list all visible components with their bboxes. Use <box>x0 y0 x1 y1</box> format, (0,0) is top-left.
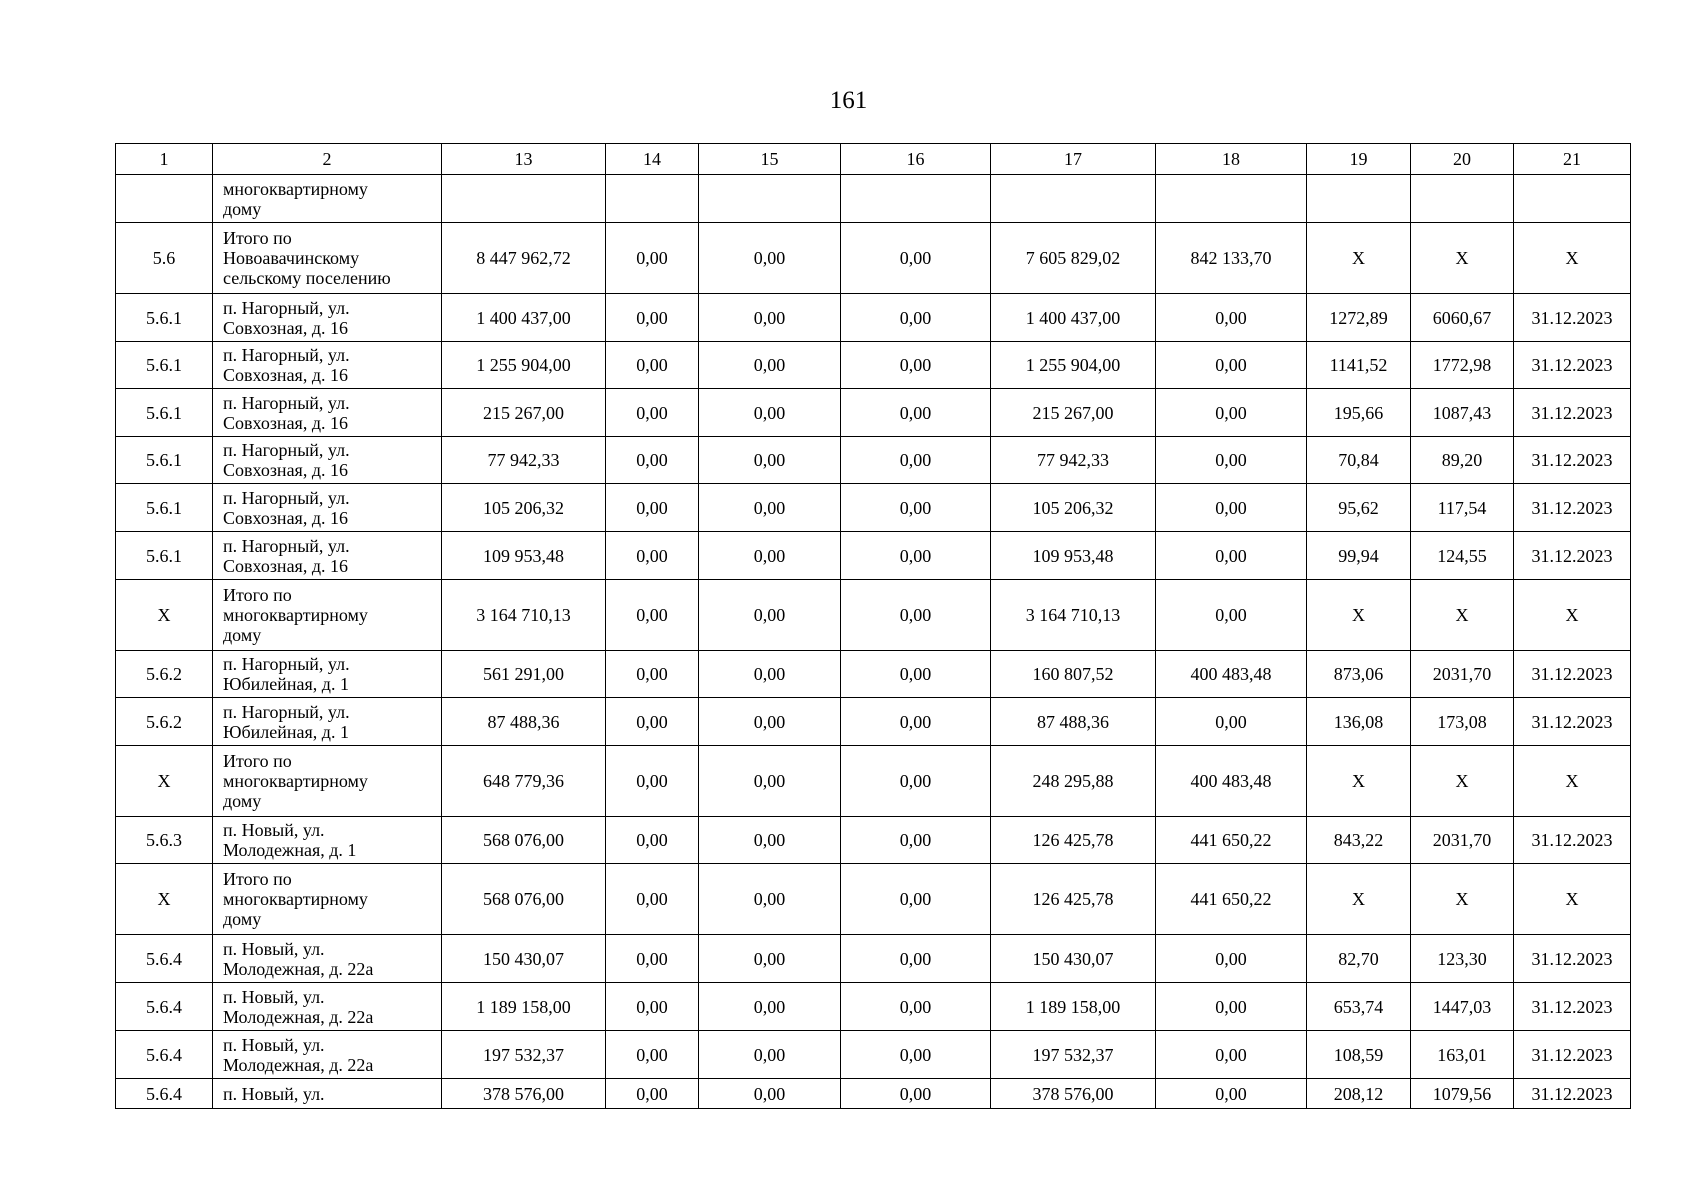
table-cell: 31.12.2023 <box>1514 698 1631 746</box>
table-cell: 0,00 <box>699 389 841 437</box>
table-cell: 842 133,70 <box>1156 223 1307 294</box>
table-row <box>116 651 1631 698</box>
column-header: 18 <box>1156 144 1307 175</box>
table-cell: 0,00 <box>1156 484 1307 532</box>
table-cell: X <box>1411 223 1514 294</box>
table-cell: 208,12 <box>1307 1079 1411 1109</box>
table-cell: 378 576,00 <box>991 1079 1156 1109</box>
table-cell: 0,00 <box>699 223 841 294</box>
table-row <box>116 175 1631 223</box>
table-cell: 0,00 <box>1156 532 1307 580</box>
table-cell: 0,00 <box>606 294 699 342</box>
table-cell: X <box>1514 746 1631 817</box>
table-cell: 0,00 <box>699 1079 841 1109</box>
object-name-cell: Итого по многоквартирному дому <box>213 580 442 651</box>
table-cell: 87 488,36 <box>991 698 1156 746</box>
table-cell: 0,00 <box>606 437 699 484</box>
header-row <box>116 144 1631 175</box>
table-cell: 0,00 <box>841 342 991 389</box>
table-cell: 0,00 <box>1156 1031 1307 1079</box>
table-cell: X <box>1307 746 1411 817</box>
table-cell: 195,66 <box>1307 389 1411 437</box>
column-header: 2 <box>213 144 442 175</box>
table-row <box>116 580 1631 651</box>
table-cell: X <box>1411 746 1514 817</box>
row-number-cell: 5.6.4 <box>116 935 213 983</box>
table-cell: 1447,03 <box>1411 983 1514 1031</box>
table-cell: 0,00 <box>606 746 699 817</box>
table-row <box>116 532 1631 580</box>
table-cell: 0,00 <box>606 1031 699 1079</box>
table-cell: 89,20 <box>1411 437 1514 484</box>
table-cell: 31.12.2023 <box>1514 484 1631 532</box>
table-cell: 123,30 <box>1411 935 1514 983</box>
table-cell <box>699 175 841 223</box>
table-cell: 3 164 710,13 <box>442 580 606 651</box>
table-cell: 0,00 <box>699 342 841 389</box>
table-cell: 0,00 <box>1156 342 1307 389</box>
table-cell: 0,00 <box>841 389 991 437</box>
table-row <box>116 389 1631 437</box>
table-cell: 0,00 <box>841 817 991 864</box>
object-name-cell: Итого по многоквартирному дому <box>213 864 442 935</box>
table-row <box>116 223 1631 294</box>
table-cell: 873,06 <box>1307 651 1411 698</box>
table-cell <box>606 175 699 223</box>
table-cell: 1 255 904,00 <box>991 342 1156 389</box>
table-cell: 441 650,22 <box>1156 817 1307 864</box>
table-cell: 0,00 <box>699 983 841 1031</box>
table-cell: 87 488,36 <box>442 698 606 746</box>
object-name-cell: п. Нагорный, ул. Совхозная, д. 16 <box>213 294 442 342</box>
table-row <box>116 817 1631 864</box>
object-name-cell: многоквартирному дому <box>213 175 442 223</box>
table-cell <box>991 175 1156 223</box>
table-cell: 568 076,00 <box>442 817 606 864</box>
table-cell: 1 400 437,00 <box>442 294 606 342</box>
column-header: 14 <box>606 144 699 175</box>
table-cell: 31.12.2023 <box>1514 935 1631 983</box>
table-cell: 1272,89 <box>1307 294 1411 342</box>
table-cell: 0,00 <box>606 935 699 983</box>
table-cell: 0,00 <box>606 580 699 651</box>
object-name-cell: п. Нагорный, ул. Совхозная, д. 16 <box>213 437 442 484</box>
table-row <box>116 983 1631 1031</box>
table-cell: 197 532,37 <box>991 1031 1156 1079</box>
row-number-cell: 5.6.4 <box>116 1079 213 1109</box>
table-cell: 77 942,33 <box>442 437 606 484</box>
table-cell: 77 942,33 <box>991 437 1156 484</box>
table-cell: 31.12.2023 <box>1514 1079 1631 1109</box>
object-name-cell: Итого по многоквартирному дому <box>213 746 442 817</box>
table-cell <box>841 175 991 223</box>
table-cell: 0,00 <box>699 651 841 698</box>
object-name-cell: п. Новый, ул. Молодежная, д. 22а <box>213 1031 442 1079</box>
table-cell: 31.12.2023 <box>1514 437 1631 484</box>
table-cell: 0,00 <box>841 698 991 746</box>
table-cell: 1 400 437,00 <box>991 294 1156 342</box>
table-row <box>116 698 1631 746</box>
table-cell: 1087,43 <box>1411 389 1514 437</box>
table-cell: 0,00 <box>606 223 699 294</box>
table-cell: 1141,52 <box>1307 342 1411 389</box>
table-cell: 400 483,48 <box>1156 651 1307 698</box>
table-cell: 95,62 <box>1307 484 1411 532</box>
table-cell <box>1307 175 1411 223</box>
column-header: 16 <box>841 144 991 175</box>
column-header: 21 <box>1514 144 1631 175</box>
table-cell: 0,00 <box>841 1031 991 1079</box>
table-cell: 31.12.2023 <box>1514 389 1631 437</box>
table-cell: 0,00 <box>841 746 991 817</box>
row-number-cell: 5.6.2 <box>116 651 213 698</box>
table-cell: 31.12.2023 <box>1514 983 1631 1031</box>
table-cell: X <box>1307 580 1411 651</box>
table-cell: 0,00 <box>606 389 699 437</box>
row-number-cell: 5.6.1 <box>116 389 213 437</box>
table-cell: 648 779,36 <box>442 746 606 817</box>
object-name-cell: п. Нагорный, ул. Совхозная, д. 16 <box>213 389 442 437</box>
object-name-cell: п. Новый, ул. Молодежная, д. 1 <box>213 817 442 864</box>
column-header: 17 <box>991 144 1156 175</box>
table-cell: 173,08 <box>1411 698 1514 746</box>
table-cell: 3 164 710,13 <box>991 580 1156 651</box>
table-cell: 0,00 <box>699 294 841 342</box>
table-row <box>116 1079 1631 1109</box>
table-cell: 0,00 <box>1156 935 1307 983</box>
object-name-cell: п. Нагорный, ул. Совхозная, д. 16 <box>213 484 442 532</box>
table-cell: 6060,67 <box>1411 294 1514 342</box>
table-cell: 0,00 <box>699 437 841 484</box>
table-cell: 31.12.2023 <box>1514 532 1631 580</box>
row-number-cell: X <box>116 746 213 817</box>
table-cell: 0,00 <box>1156 437 1307 484</box>
table-cell: 0,00 <box>606 1079 699 1109</box>
row-number-cell: 5.6.2 <box>116 698 213 746</box>
table-cell: 0,00 <box>699 817 841 864</box>
table-cell: 0,00 <box>1156 580 1307 651</box>
table-cell: 117,54 <box>1411 484 1514 532</box>
table-cell: 0,00 <box>841 223 991 294</box>
table-cell: X <box>1307 864 1411 935</box>
table-cell: 108,59 <box>1307 1031 1411 1079</box>
table-cell: 2031,70 <box>1411 651 1514 698</box>
table-cell: 70,84 <box>1307 437 1411 484</box>
object-name-cell: Итого по Новоавачинскому сельскому поселению <box>213 223 442 294</box>
table-cell: 0,00 <box>841 532 991 580</box>
table-cell: 82,70 <box>1307 935 1411 983</box>
table-cell: 215 267,00 <box>991 389 1156 437</box>
table-cell: 8 447 962,72 <box>442 223 606 294</box>
table-cell: 215 267,00 <box>442 389 606 437</box>
table-row <box>116 746 1631 817</box>
row-number-cell: 5.6.1 <box>116 437 213 484</box>
table-cell: 31.12.2023 <box>1514 1031 1631 1079</box>
table-cell: 0,00 <box>606 817 699 864</box>
table-cell: 0,00 <box>699 484 841 532</box>
table-cell: 126 425,78 <box>991 817 1156 864</box>
row-number-cell: 5.6 <box>116 223 213 294</box>
table-cell: 99,94 <box>1307 532 1411 580</box>
row-number-cell: 5.6.4 <box>116 983 213 1031</box>
object-name-cell: п. Нагорный, ул. Совхозная, д. 16 <box>213 532 442 580</box>
row-number-cell <box>116 175 213 223</box>
table-cell: 150 430,07 <box>991 935 1156 983</box>
table-cell: X <box>1514 223 1631 294</box>
table-cell: 0,00 <box>1156 698 1307 746</box>
table-cell: X <box>1411 864 1514 935</box>
table-cell: 248 295,88 <box>991 746 1156 817</box>
table-cell: 378 576,00 <box>442 1079 606 1109</box>
table-cell: 0,00 <box>841 651 991 698</box>
table-cell: X <box>1411 580 1514 651</box>
table-cell: 136,08 <box>1307 698 1411 746</box>
row-number-cell: 5.6.4 <box>116 1031 213 1079</box>
table-cell: X <box>1307 223 1411 294</box>
row-number-cell: 5.6.3 <box>116 817 213 864</box>
table-cell <box>1514 175 1631 223</box>
row-number-cell: 5.6.1 <box>116 294 213 342</box>
table-cell: 0,00 <box>841 935 991 983</box>
table-row <box>116 294 1631 342</box>
table-cell <box>1156 175 1307 223</box>
column-header: 19 <box>1307 144 1411 175</box>
table-cell: 1772,98 <box>1411 342 1514 389</box>
table-cell: 568 076,00 <box>442 864 606 935</box>
object-name-cell: п. Нагорный, ул. Юбилейная, д. 1 <box>213 651 442 698</box>
table-cell: 0,00 <box>1156 1079 1307 1109</box>
row-number-cell: X <box>116 580 213 651</box>
table-cell: 124,55 <box>1411 532 1514 580</box>
data-table <box>115 143 1631 1109</box>
table-cell: 843,22 <box>1307 817 1411 864</box>
table-cell: 1 189 158,00 <box>991 983 1156 1031</box>
column-header: 20 <box>1411 144 1514 175</box>
table-cell: 0,00 <box>606 651 699 698</box>
table-row <box>116 342 1631 389</box>
table-row <box>116 437 1631 484</box>
object-name-cell: п. Новый, ул. <box>213 1079 442 1109</box>
row-number-cell: 5.6.1 <box>116 342 213 389</box>
object-name-cell: п. Нагорный, ул. Совхозная, д. 16 <box>213 342 442 389</box>
table-cell: 31.12.2023 <box>1514 651 1631 698</box>
table-cell: 0,00 <box>699 864 841 935</box>
column-header: 1 <box>116 144 213 175</box>
table-cell: 0,00 <box>699 935 841 983</box>
table-cell: 0,00 <box>606 983 699 1031</box>
table-cell: 653,74 <box>1307 983 1411 1031</box>
table-cell: 109 953,48 <box>991 532 1156 580</box>
table-cell: 0,00 <box>606 532 699 580</box>
table-cell: 150 430,07 <box>442 935 606 983</box>
table-cell: 0,00 <box>1156 389 1307 437</box>
object-name-cell: п. Новый, ул. Молодежная, д. 22а <box>213 983 442 1031</box>
column-header: 13 <box>442 144 606 175</box>
page-number: 161 <box>829 87 868 114</box>
table-cell: 0,00 <box>841 864 991 935</box>
table-cell: 0,00 <box>841 983 991 1031</box>
row-number-cell: 5.6.1 <box>116 484 213 532</box>
table-cell: 160 807,52 <box>991 651 1156 698</box>
table-row <box>116 484 1631 532</box>
table-cell: 0,00 <box>606 864 699 935</box>
table-cell: 0,00 <box>606 342 699 389</box>
table-cell: 561 291,00 <box>442 651 606 698</box>
table-cell: X <box>1514 580 1631 651</box>
table-cell: 1 255 904,00 <box>442 342 606 389</box>
table-cell: 0,00 <box>699 1031 841 1079</box>
table-cell: 0,00 <box>841 580 991 651</box>
table-cell: 2031,70 <box>1411 817 1514 864</box>
table-cell: 105 206,32 <box>991 484 1156 532</box>
table-cell: 7 605 829,02 <box>991 223 1156 294</box>
table-cell: 0,00 <box>841 437 991 484</box>
table-cell: 0,00 <box>841 1079 991 1109</box>
object-name-cell: п. Нагорный, ул. Юбилейная, д. 1 <box>213 698 442 746</box>
table-row <box>116 1031 1631 1079</box>
table-cell: 441 650,22 <box>1156 864 1307 935</box>
table-cell: 31.12.2023 <box>1514 342 1631 389</box>
table-cell: 0,00 <box>841 294 991 342</box>
table-cell: 1 189 158,00 <box>442 983 606 1031</box>
table-cell: 0,00 <box>1156 983 1307 1031</box>
table-row <box>116 935 1631 983</box>
table-cell: 197 532,37 <box>442 1031 606 1079</box>
table-cell: 31.12.2023 <box>1514 817 1631 864</box>
table-cell: 0,00 <box>606 698 699 746</box>
object-name-cell: п. Новый, ул. Молодежная, д. 22а <box>213 935 442 983</box>
table-cell: 400 483,48 <box>1156 746 1307 817</box>
table-cell: 0,00 <box>841 484 991 532</box>
table-cell: 109 953,48 <box>442 532 606 580</box>
table-cell <box>442 175 606 223</box>
table-cell: 163,01 <box>1411 1031 1514 1079</box>
row-number-cell: 5.6.1 <box>116 532 213 580</box>
table-cell: 0,00 <box>699 746 841 817</box>
table-cell: 1079,56 <box>1411 1079 1514 1109</box>
table-cell: 0,00 <box>699 698 841 746</box>
table-row <box>116 864 1631 935</box>
table-cell <box>1411 175 1514 223</box>
table-cell: 0,00 <box>699 580 841 651</box>
table-cell: 0,00 <box>606 484 699 532</box>
table-cell: 31.12.2023 <box>1514 294 1631 342</box>
column-header: 15 <box>699 144 841 175</box>
table-cell: 0,00 <box>699 532 841 580</box>
table-cell: 0,00 <box>1156 294 1307 342</box>
table-cell: 105 206,32 <box>442 484 606 532</box>
table-cell: X <box>1514 864 1631 935</box>
row-number-cell: X <box>116 864 213 935</box>
table-cell: 126 425,78 <box>991 864 1156 935</box>
